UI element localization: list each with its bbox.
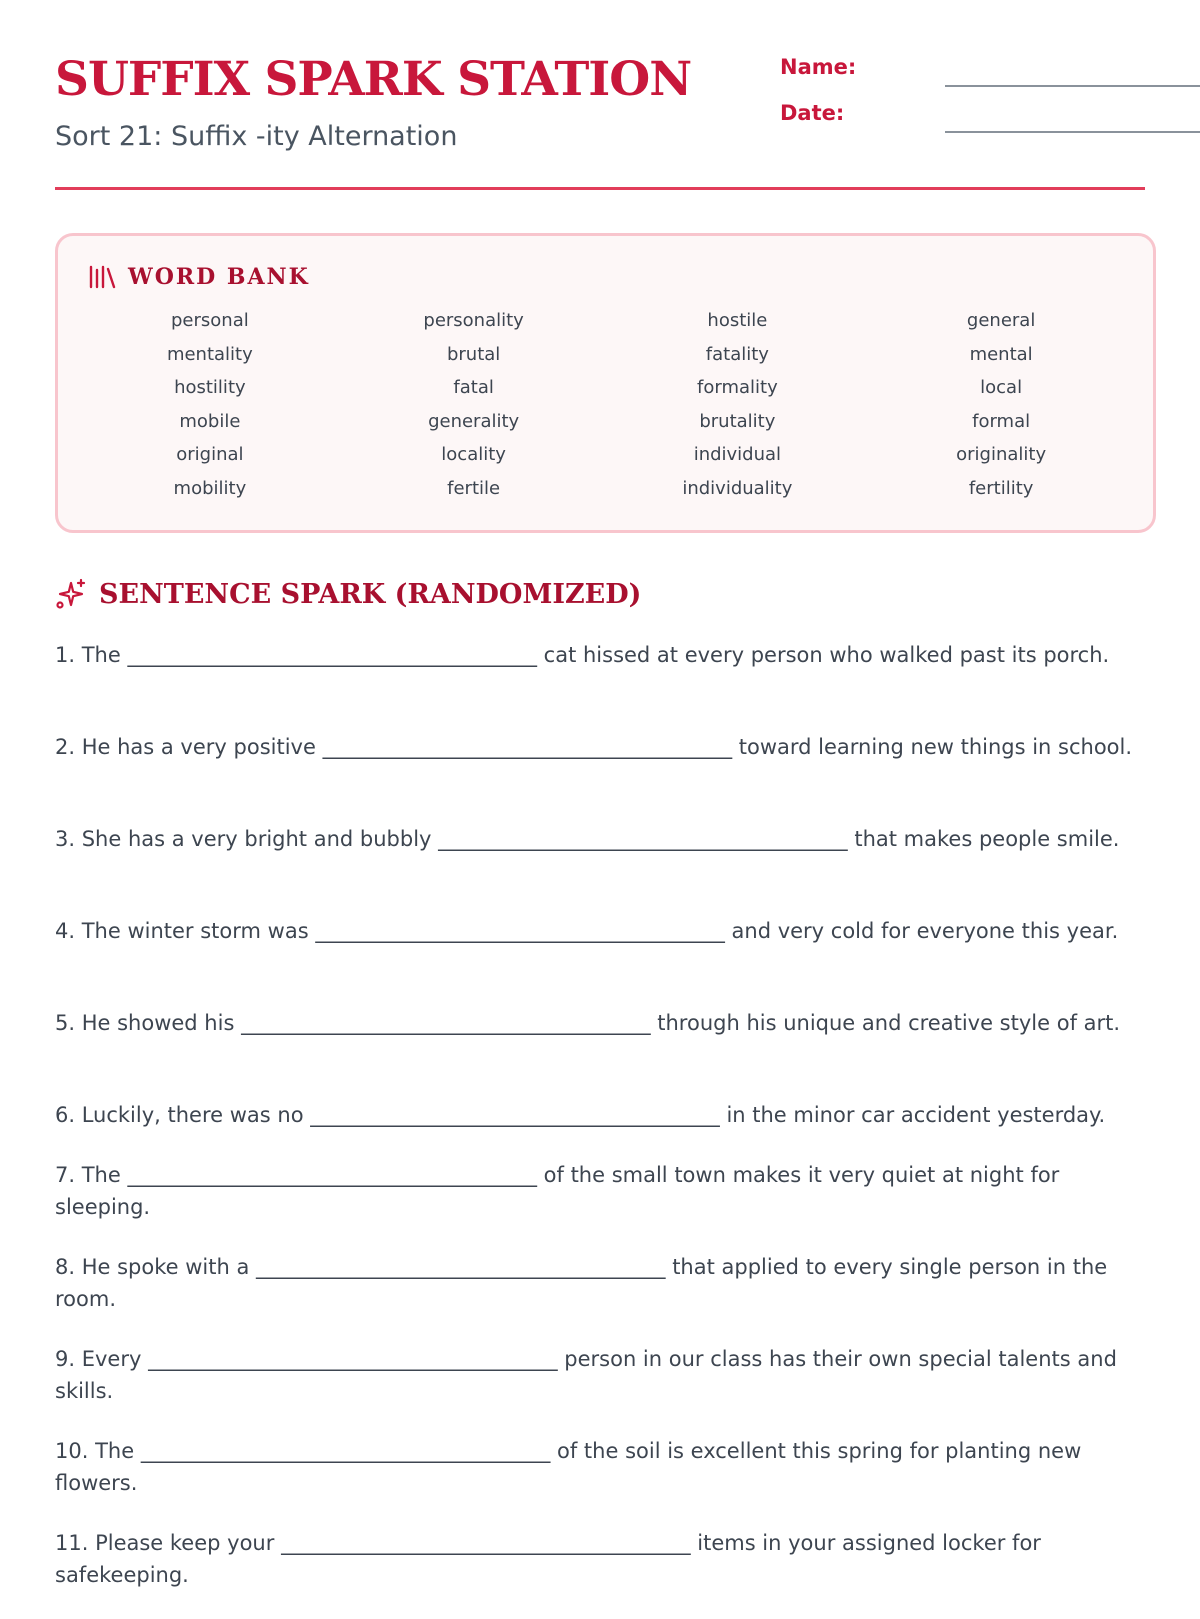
sentence-prompt-start: 6. Luckily, there was no — [55, 1103, 304, 1127]
sentence-prompt-end: of the soil is excellent this spring for planting new flowers. — [55, 1439, 1082, 1495]
page-title: SUFFIX SPARK STATION — [55, 52, 692, 107]
answer-blank[interactable]: _______________________________________ — [148, 1347, 558, 1371]
word-bank-word: brutality — [699, 410, 776, 432]
answer-blank[interactable]: _______________________________________ — [315, 919, 725, 943]
sentence-prompt-end: items in your assigned locker for safekeeping. — [55, 1531, 1041, 1587]
answer-blank[interactable]: _______________________________________ — [438, 827, 848, 851]
sentence-list — [55, 639, 1155, 1619]
word-bank-word: fertile — [447, 477, 501, 499]
word-bank-title — [88, 264, 310, 290]
sentence-item — [55, 823, 1155, 883]
sentence-prompt-start: 1. The — [55, 643, 121, 667]
sentence-prompt-end: person in our class has their own special talents and skills. — [55, 1347, 1117, 1403]
sentence-item — [55, 915, 1155, 975]
sentence-item — [55, 1099, 1155, 1127]
header-divider — [55, 187, 1145, 190]
word-bank-word: formality — [697, 377, 778, 399]
name-date-block — [780, 55, 1145, 147]
sentence-prompt-start: 8. He spoke with a — [55, 1255, 250, 1279]
sentence-prompt-end: toward learning new things in school. — [738, 735, 1133, 759]
sentence-item — [55, 1435, 1155, 1495]
sentence-prompt-end: cat hissed at every person who walked past its porch. — [543, 643, 1110, 667]
name-row — [780, 55, 1145, 101]
sparkles-icon — [55, 578, 87, 610]
word-bank — [55, 233, 1156, 533]
sentence-prompt-end: and very cold for everyone this year. — [731, 919, 1119, 943]
word-bank-word: brutal — [446, 343, 501, 365]
name-label: Name: — [780, 55, 857, 79]
word-bank-word: original — [176, 444, 244, 466]
word-bank-word: personal — [171, 310, 249, 331]
word-bank-word: generality — [428, 410, 520, 432]
word-bank-word: mental — [969, 343, 1033, 365]
sentence-item — [55, 1527, 1155, 1587]
sentence-spark-heading: SENTENCE SPARK (RANDOMIZED) — [99, 578, 642, 610]
sentence-item — [55, 1007, 1155, 1067]
answer-blank[interactable]: _______________________________________ — [127, 1163, 537, 1187]
date-line[interactable] — [945, 131, 1200, 133]
sentence-prompt-start: 9. Every — [55, 1347, 142, 1371]
sentence-item — [55, 1251, 1155, 1311]
word-bank-word: hostile — [707, 310, 768, 331]
books-icon — [88, 264, 116, 290]
word-bank-word: fertility — [968, 477, 1034, 499]
sentence-prompt-end: through his unique and creative style of art. — [657, 1011, 1121, 1035]
sentence-prompt-end: in the minor car accident yesterday. — [726, 1103, 1106, 1127]
word-bank-word: fatality — [705, 343, 769, 365]
sentence-item — [55, 731, 1155, 791]
answer-blank[interactable]: _______________________________________ — [241, 1011, 651, 1035]
word-bank-word: mentality — [166, 343, 253, 365]
date-row — [780, 101, 1145, 147]
sentence-item — [55, 1159, 1155, 1219]
word-bank-word: local — [980, 377, 1023, 399]
sentence-prompt-start: 3. She has a very bright and bubbly — [55, 827, 432, 851]
word-bank-word: personality — [423, 310, 524, 331]
word-bank-word: locality — [441, 444, 506, 466]
answer-blank[interactable]: _______________________________________ — [322, 735, 733, 759]
answer-blank[interactable]: _______________________________________ — [281, 1531, 691, 1555]
word-bank-heading: WORD BANK — [128, 264, 310, 290]
sentence-prompt-start: 10. The — [55, 1439, 135, 1463]
answer-blank[interactable]: _______________________________________ — [127, 643, 537, 667]
sentence-prompt-end: that applied to every single person in the room. — [55, 1255, 1108, 1311]
sentence-prompt-end: of the small town makes it very quiet at night for sleeping. — [55, 1163, 1060, 1219]
sentence-prompt-start: 5. He showed his — [55, 1011, 235, 1035]
page-subtitle: Sort 21: Suffix -ity Alternation — [55, 121, 458, 152]
sentence-prompt-start: 7. The — [55, 1163, 121, 1187]
word-bank-word: individuality — [682, 477, 793, 499]
word-bank-grid — [78, 310, 1133, 512]
sentence-item — [55, 1343, 1155, 1403]
word-bank-word: hostility — [174, 377, 246, 399]
sentence-item — [55, 639, 1155, 699]
sentence-spark-title — [55, 578, 641, 610]
answer-blank[interactable]: _______________________________________ — [310, 1103, 720, 1127]
header — [55, 0, 1145, 190]
word-bank-word: mobile — [179, 410, 241, 432]
answer-blank[interactable]: _______________________________________ — [256, 1255, 666, 1279]
sentence-prompt-end: that makes people smile. — [854, 827, 1120, 851]
word-bank-word: general — [966, 310, 1036, 331]
word-bank-word: individual — [693, 444, 782, 466]
sentence-prompt-start: 2. He has a very positive — [55, 735, 316, 759]
word-bank-word: originality — [956, 444, 1047, 466]
word-bank-word: mobility — [173, 477, 247, 499]
word-bank-word: fatal — [453, 377, 494, 399]
word-bank-word: formal — [972, 410, 1031, 432]
answer-blank[interactable]: _______________________________________ — [140, 1439, 551, 1463]
sentence-prompt-start: 11. Please keep your — [55, 1531, 275, 1555]
name-line[interactable] — [945, 85, 1200, 87]
date-label: Date: — [780, 101, 845, 125]
sentence-prompt-start: 4. The winter storm was — [55, 919, 309, 943]
